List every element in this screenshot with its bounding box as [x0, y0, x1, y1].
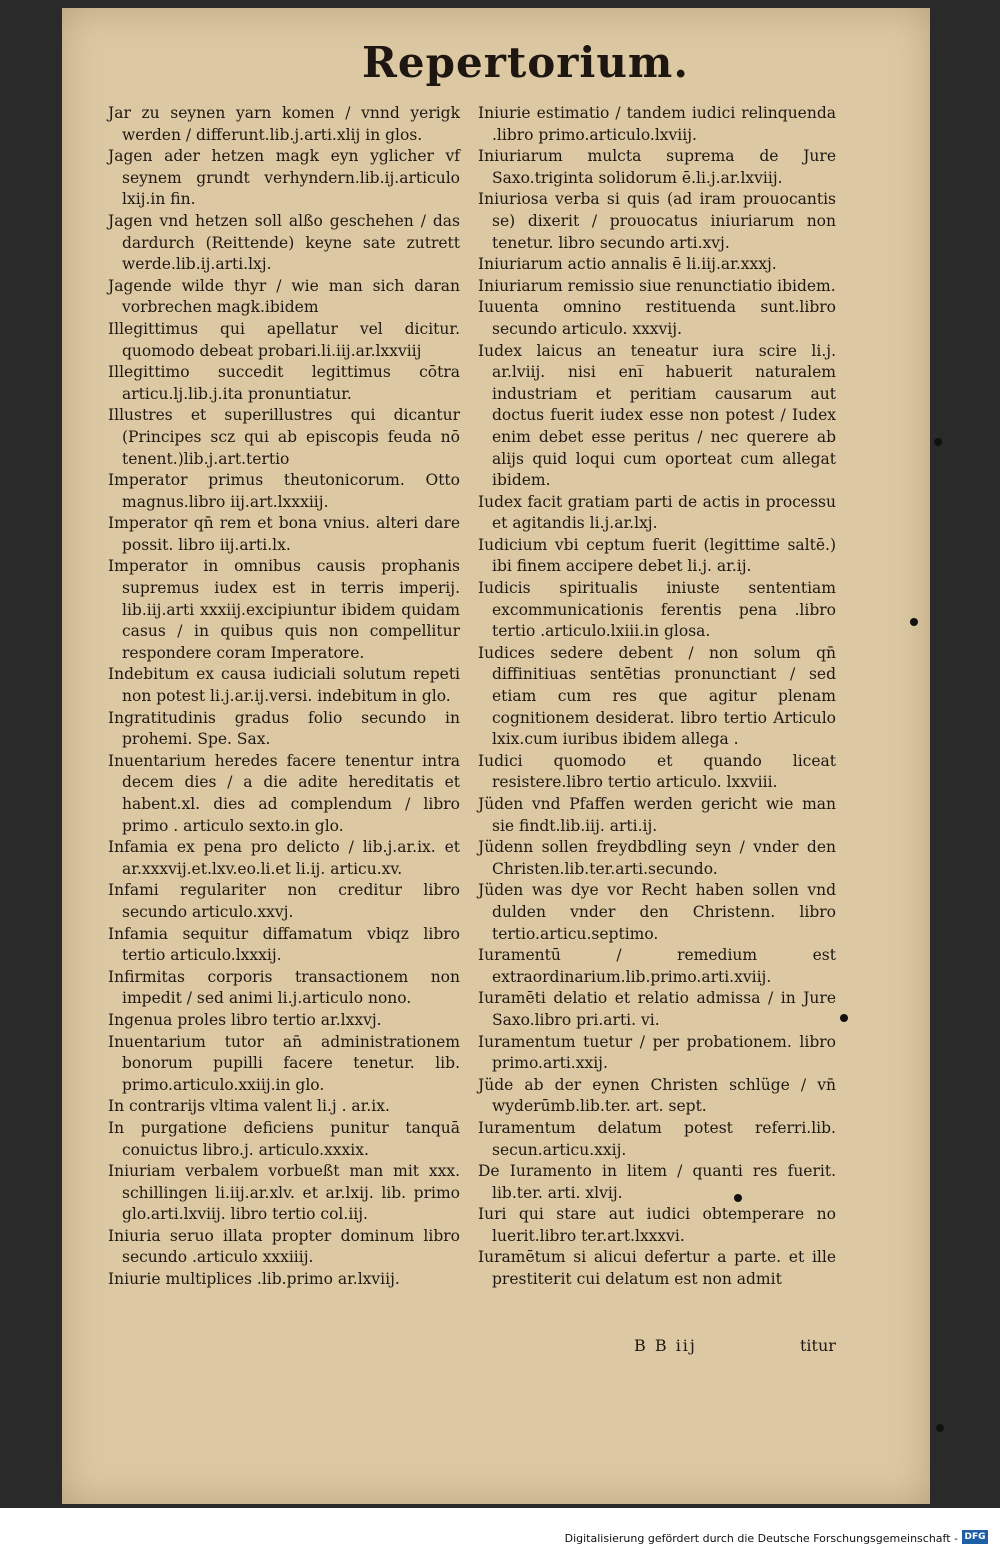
- index-entry: Iuramentum tuetur / per probationem. libro primo.arti.xxij.: [478, 1032, 836, 1073]
- index-entry: Jagende wilde thyr / wie man sich daran vorbrechen magk.ibidem: [108, 276, 460, 317]
- left-column: [108, 103, 460, 1291]
- index-entry: Jagen ader hetzen magk eyn yglicher vf seynem grundt verhyndern.lib.ij.articulo lxij.in fin.: [108, 147, 460, 209]
- index-entry: Iniuriarum mulcta suprema de Jure Saxo.triginta solidorum ē.li.j.ar.lxviij.: [478, 147, 836, 187]
- index-entry: Jüden was dye vor Recht haben sollen vnd dulden vnder den Christenn. libro tertio.articu.septimo.: [478, 881, 836, 943]
- index-entry: Illegittimus qui apellatur vel dicitur. quomodo debeat probari.li.iij.ar.lxxviij: [108, 319, 460, 360]
- index-entry: Jüdenn sollen freydbdling seyn / vnder den Christen.lib.ter.arti.secundo.: [478, 838, 836, 878]
- index-entry: Inuentarium heredes facere tenentur intra decem dies / a die adite hereditatis et habent.xl. dies ad complendum / libro primo . articulo sexto.in glo.: [108, 751, 460, 835]
- index-entry: Iniuriarum actio annalis ē li.iij.ar.xxxj.: [478, 255, 777, 274]
- index-entry: Iudex facit gratiam parti de actis in processu et agitandis li.j.ar.lxj.: [478, 492, 836, 533]
- index-entry: Iudicium vbi ceptum fuerit (legittime saltē.) ibi finem accipere debet li.j. ar.ij.: [478, 535, 836, 576]
- index-entry: Jar zu seynen yarn komen / vnnd yerigk werden / differunt.lib.j.arti.xlij in glos.: [108, 104, 460, 144]
- index-entry: Ingenua proles libro tertio ar.lxxvj.: [108, 1010, 382, 1029]
- index-entry: Iniurie multiplices .lib.primo ar.lxviij.: [108, 1270, 400, 1289]
- footer-bar: [0, 1508, 1000, 1549]
- index-entry: Infirmitas corporis transactionem non impedit / sed animi li.j.articulo nono.: [108, 967, 460, 1008]
- page-title: Repertorium.: [362, 38, 689, 87]
- index-entry: Iniuria seruo illata propter dominum libro secundo .articulo xxxiiij.: [108, 1226, 460, 1267]
- index-entry: Iniurie estimatio / tandem iudici relinquenda .libro primo.articulo.lxviij.: [478, 104, 836, 144]
- index-entry: In contrarijs vltima valent li.j . ar.ix.: [108, 1097, 390, 1116]
- margin-dot: [734, 1194, 742, 1202]
- index-entry: Illegittimo succedit legittimus cōtra articu.lj.lib.j.ita pronuntiatur.: [108, 363, 460, 403]
- index-entry: Iudex laicus an teneatur iura scire li.j. ar.lviij. nisi eni̅ habuerit naturalem industriam et peritiam causarum aut doctus fuerit iudex esse non potest / Iudex enim debet esse peritus / nec querere ab alijs quid loqui cum oporteat cum allegat ibidem.: [478, 341, 836, 490]
- index-entry: Iniuriarum remissio siue renunctiatio ibidem.: [478, 276, 836, 295]
- index-entry: Iuuenta omnino restituenda sunt.libro secundo articulo. xxxvij.: [478, 298, 836, 338]
- document-page: [62, 8, 930, 1504]
- index-entry: Iudici quomodo et quando liceat resistere.libro tertio articulo. lxxviii.: [478, 751, 836, 792]
- margin-dot: [936, 1424, 944, 1432]
- catchword: titur: [800, 1336, 836, 1355]
- dfg-logo-icon: DFG: [962, 1530, 988, 1544]
- index-entry: Jagen vnd hetzen soll alßo geschehen / das dardurch (Reittende) keyne sate zutrett werde.lib.ij.arti.lxj.: [108, 211, 460, 274]
- margin-dot: [840, 1014, 848, 1022]
- right-column: [478, 103, 836, 1291]
- index-entry: Iuri qui stare aut iudici obtemperare no luerit.libro ter.art.lxxxvi.: [478, 1205, 836, 1245]
- index-entry: Indebitum ex causa iudiciali solutum repeti non potest li.j.ar.ij.versi. indebitum in glo.: [108, 665, 460, 706]
- index-entry: Ingratitudinis gradus folio secundo in prohemi. Spe. Sax.: [108, 708, 460, 749]
- index-entry: Infamia ex pena pro delicto / lib.j.ar.ix. et ar.xxxvij.et.lxv.eo.li.et li.ij. articu.xv.: [108, 838, 460, 878]
- index-entry: Imperator qn̄ rem et bona vnius. alteri dare possit. libro iij.arti.lx.: [108, 514, 460, 554]
- footer-credit: Digitalisierung gefördert durch die Deutsche Forschungsgemeinschaft -: [564, 1532, 958, 1545]
- index-entry: Iniuriosa verba si quis (ad iram prouocantis se) dixerit / prouocatus iniuriarum non tenetur. libro secundo arti.xvj.: [478, 190, 836, 252]
- index-entry: In purgatione deficiens punitur tanquā conuictus libro.j. articulo.xxxix.: [108, 1118, 460, 1159]
- signature-mark: B B iij: [634, 1336, 697, 1355]
- index-entry: Iuramentū / remedium est extraordinarium.lib.primo.arti.xviij.: [478, 946, 836, 986]
- index-entry: Infami regulariter non creditur libro secundo articulo.xxvj.: [108, 881, 460, 921]
- margin-dot: [910, 618, 918, 626]
- index-entry: Imperator primus theutonicorum. Otto magnus.libro iij.art.lxxxiij.: [108, 471, 460, 511]
- index-entry: Jüden vnd Pfaffen werden gericht wie man sie findt.lib.iij. arti.ij.: [478, 795, 836, 835]
- index-entry: Iniuriam verbalem vorbueßt man mit xxx. schillingen li.iij.ar.xlv. et ar.lxij. lib. primo glo.arti.lxviij. libro tertio col.iij.: [108, 1162, 460, 1224]
- margin-dot: [934, 438, 942, 446]
- index-entry: Iudicis spiritualis iniuste sententiam excommunicationis ferentis pena .libro tertio .articulo.lxiii.in glosa.: [478, 579, 836, 641]
- index-entry: Illustres et superillustres qui dicantur (Principes scz qui ab episcopis feuda nō tenent.)lib.j.art.tertio: [108, 406, 460, 468]
- index-entry: Imperator in omnibus causis prophanis supremus iudex est in terris imperij. lib.iij.arti xxxiij.excipiuntur ibidem quidam casus / in quibus quis non compellitur respondere coram Imperatore.: [108, 557, 460, 662]
- index-entry: Jüde ab der eynen Christen schlüge / vn̄ wyderūmb.lib.ter. art. sept.: [478, 1075, 836, 1116]
- index-entry: De Iuramento in litem / quanti res fuerit. lib.ter. arti. xlvij.: [478, 1162, 836, 1202]
- index-entry: Iuramēti delatio et relatio admissa / in Jure Saxo.libro pri.arti. vi.: [478, 989, 836, 1029]
- index-entry: Iudices sedere debent / non solum qn̄ diffinitiuas sentētias pronunctiant / sed etiam cum res que agitur plenam cognitionem desiderat. libro tertio Articulo lxix.cum iuribus ibidem allega .: [478, 643, 836, 749]
- index-entry: Infamia sequitur diffamatum vbiqz libro tertio articulo.lxxxij.: [108, 924, 460, 965]
- index-entry: Iuramētum si alicui defertur a parte. et ille prestiterit cui delatum est non admit: [478, 1248, 836, 1289]
- index-entry: Iuramentum delatum potest referri.lib. secun.articu.xxij.: [478, 1118, 836, 1159]
- index-entry: Inuentarium tutor an̄ administrationem bonorum pupilli facere tenetur. lib. primo.articulo.xxiij.in glo.: [108, 1032, 460, 1094]
